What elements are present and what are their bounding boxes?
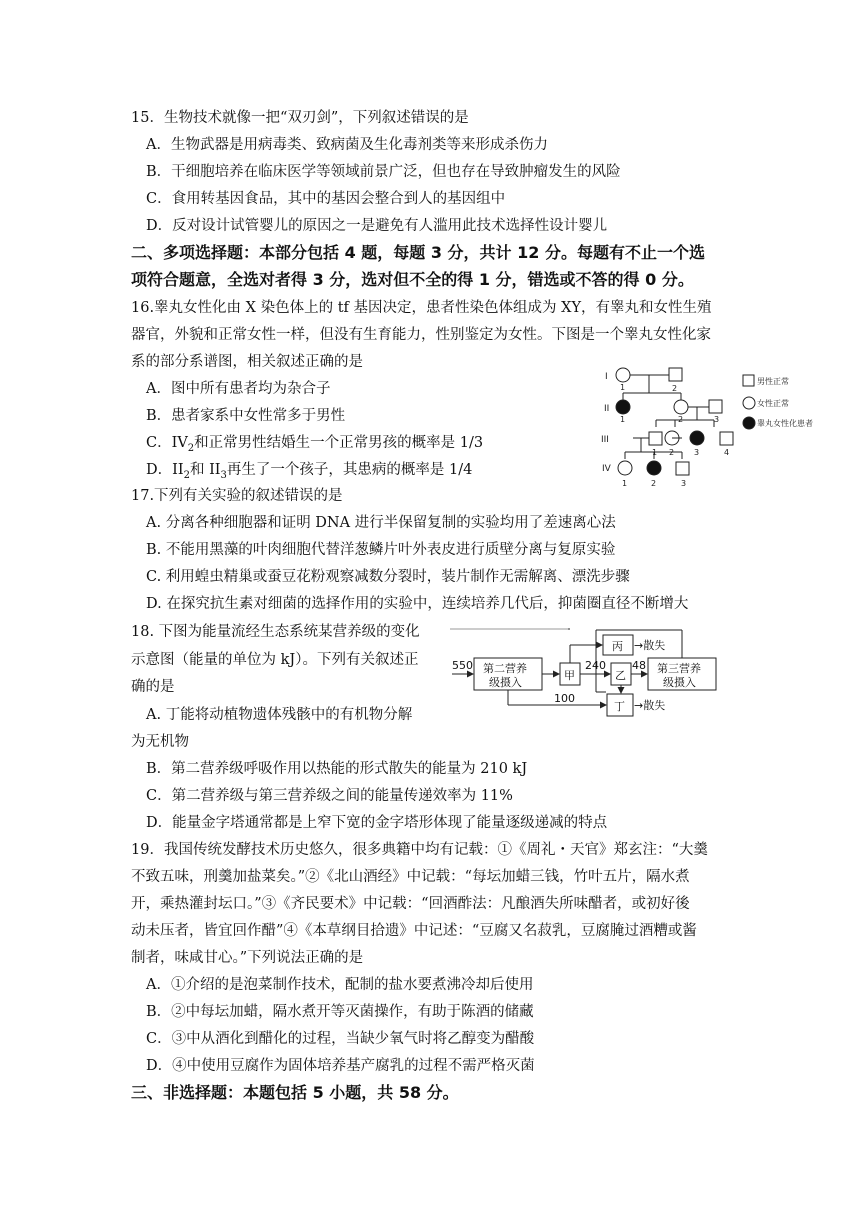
q19-stem-line1: 19．我国传统发酵技术历史悠久，很多典籍中均有记载：①《周礼・天官》郑玄注：“大羹: [131, 842, 708, 858]
legend-female-normal-icon: [743, 397, 755, 409]
legend-patient: 睾丸女性化患者: [757, 419, 813, 428]
q17-stem: 17.下列有关实验的叙述错误的是: [131, 488, 343, 504]
pedigree-I-2: [669, 368, 682, 381]
q18-option-a-line2: 为无机物: [131, 734, 189, 750]
q19-stem-line5: 制者，味咸甘心。”下列说法正确的是: [131, 950, 364, 966]
pedigree-III-1: [649, 432, 662, 445]
svg-text:1: 1: [622, 479, 628, 488]
svg-text:2: 2: [669, 448, 675, 457]
ding-label: 丁: [614, 700, 625, 713]
q17-option-a: A. 分离各种细胞器和证明 DNA 进行半保留复制的实验均用了差速离心法: [146, 515, 616, 531]
q16-option-c: C．$IV_2$和正常男性结婚生一个正常男孩的概率是 1/3: [146, 435, 484, 454]
q15-stem: 15．生物技术就像一把“双刃剑”，下列叙述错误的是: [131, 110, 469, 126]
gen-label-2: II: [604, 404, 610, 414]
q19-option-a: A．①介绍的是泡菜制作技术，配制的盐水要煮沸冷却后使用: [146, 977, 534, 993]
q19-stem-line3: 开，乘热灌封坛口。”③《齐民要术》中记载：“回酒酢法：凡酿酒失所味醋者，或初好後: [131, 896, 690, 912]
pedigree-III-3: [690, 431, 704, 445]
pedigree-IV-2: [647, 461, 661, 475]
svg-text:1: 1: [620, 383, 626, 392]
legend-female-normal: 女性正常: [757, 399, 789, 408]
legend-male-normal-icon: [743, 375, 754, 386]
box-second-level-label1: 第二营养: [483, 662, 527, 675]
box-second-level-label2: 级摄入: [489, 676, 522, 689]
q17-option-c: C. 利用蝗虫精巢或蚕豆花粉观察减数分裂时，装片制作无需解离、漂洗步骤: [146, 569, 630, 585]
q17-option-b: B. 不能用黑藻的叶肉细胞代替洋葱鳞片叶外表皮进行质壁分离与复原实验: [146, 542, 616, 558]
value-100: 100: [554, 692, 575, 705]
svg-text:2: 2: [651, 479, 657, 488]
yi-label: 乙: [615, 669, 626, 682]
gen-label-3: III: [601, 435, 609, 445]
q16-option-d: D．$II_2$和 $II_3$再生了一个孩子，其患病的概率是 1/4: [146, 462, 473, 481]
pedigree-II-3: [709, 400, 722, 413]
q18-option-d: D．能量金字塔通常都是上窄下宽的金字塔形体现了能量逐级递减的特点: [146, 815, 608, 831]
q17-option-d: D. 在探究抗生素对细菌的选择作用的实验中，连续培养几代后，抑菌圈直径不断增大: [146, 596, 689, 612]
legend-patient-icon: [743, 417, 755, 429]
q18-option-c: C．第二营养级与第三营养级之间的能量传递效率为 11%: [146, 788, 513, 804]
q18-option-a-line1: A. 丁能将动植物遗体残骸中的有机物分解: [146, 707, 413, 723]
q19-option-d: D．④中使用豆腐作为固体培养基产腐乳的过程不需严格灭菌: [146, 1058, 535, 1074]
pedigree-IV-3: [676, 462, 689, 475]
q19-stem-line2: 不致五味，刑羹加盐菜矣。”②《北山酒经》中记载：“每坛加蜡三钱，竹叶五片，隔水煮: [131, 869, 690, 885]
svg-text:3: 3: [714, 415, 720, 424]
loss-label-2: →散失: [634, 699, 666, 712]
q16-stem-line3: 系的部分系谱图，相关叙述正确的是: [131, 354, 363, 370]
q15-option-d: D．反对设计试管婴儿的原因之一是避免有人滥用此技术选择性设计婴儿: [146, 218, 608, 234]
q19-stem-line4: 动未压者，皆宜回作醋”④《本草纲目拾遗》中记述：“豆腐又名菽乳，豆腐腌过酒糟或酱: [131, 923, 697, 939]
jia-label: 甲: [564, 669, 575, 682]
section3-heading: 三、非选择题：本题包括 5 小题，共 58 分。: [131, 1083, 459, 1102]
pedigree-chart: [596, 362, 836, 490]
box-third-level-label2: 级摄入: [663, 676, 696, 689]
q15-option-c: C．食用转基因食品，其中的基因会整合到人的基因组中: [146, 191, 506, 207]
box-third-level-label1: 第三营养: [657, 662, 701, 675]
pedigree-I-1: [616, 368, 630, 382]
loss-label-1: →散失: [634, 639, 666, 652]
value-48: 48: [632, 659, 646, 672]
svg-text:4: 4: [724, 448, 730, 457]
q16-stem-line1: 16.睾丸女性化由 X 染色体上的 tf 基因决定，患者性染色体组成为 XY，有睾丸和女性生殖: [131, 300, 712, 316]
q18-stem-line3: 确的是: [131, 679, 175, 695]
input-value: 550: [452, 659, 473, 672]
section2-heading-line1: 二、多项选择题：本部分包括 4 题，每题 3 分，共计 12 分。每题有不止一个选: [131, 243, 705, 262]
q18-option-b: B．第二营养级呼吸作用以热能的形式散失的能量为 210 kJ: [146, 761, 528, 777]
gen-label-4: IV: [602, 464, 611, 474]
q19-option-c: C．③中从酒化到醋化的过程，当缺少氧气时将乙醇变为醋酸: [146, 1031, 535, 1047]
gen-label-1: I: [605, 372, 608, 382]
q19-option-b: B．②中每坛加蜡，隔水煮开等灭菌操作，有助于陈酒的储藏: [146, 1004, 534, 1020]
q16-stem-line2: 器官，外貌和正常女性一样，但没有生育能力，性别鉴定为女性。下图是一个睾丸女性化家: [131, 327, 711, 343]
pedigree-IV-1: [618, 461, 632, 475]
q15-option-a: A．生物武器是用病毒类、致病菌及生化毒剂类等来形成杀伤力: [146, 137, 548, 153]
value-240: 240: [585, 659, 606, 672]
pedigree-II-2: [674, 400, 688, 414]
svg-text:2: 2: [672, 384, 678, 393]
pedigree-III-4: [720, 432, 733, 445]
q18-stem-line1: 18. 下图为能量流经生态系统某营养级的变化: [131, 624, 420, 640]
svg-text:1: 1: [620, 415, 626, 424]
q15-option-b: B．干细胞培养在临床医学等领域前景广泛，但也存在导致肿瘤发生的风险: [146, 164, 621, 180]
legend-male-normal: 男性正常: [757, 377, 789, 386]
q16-option-b: B．患者家系中女性常多于男性: [146, 408, 346, 424]
bing-label: 丙: [612, 640, 623, 653]
energy-flow-diagram: [448, 626, 738, 724]
pedigree-II-1: [616, 400, 630, 414]
q18-stem-line2: 示意图（能量的单位为 kJ）。下列有关叙述正: [131, 652, 419, 668]
svg-text:1: 1: [652, 448, 658, 457]
svg-text:3: 3: [694, 448, 700, 457]
svg-text:3: 3: [681, 479, 687, 488]
svg-text:2: 2: [678, 415, 684, 424]
q16-option-a: A．图中所有患者均为杂合子: [146, 381, 331, 397]
section2-heading-line2: 项符合题意，全选对者得 3 分，选对但不全的得 1 分，错选或不答的得 0 分。: [131, 270, 694, 289]
